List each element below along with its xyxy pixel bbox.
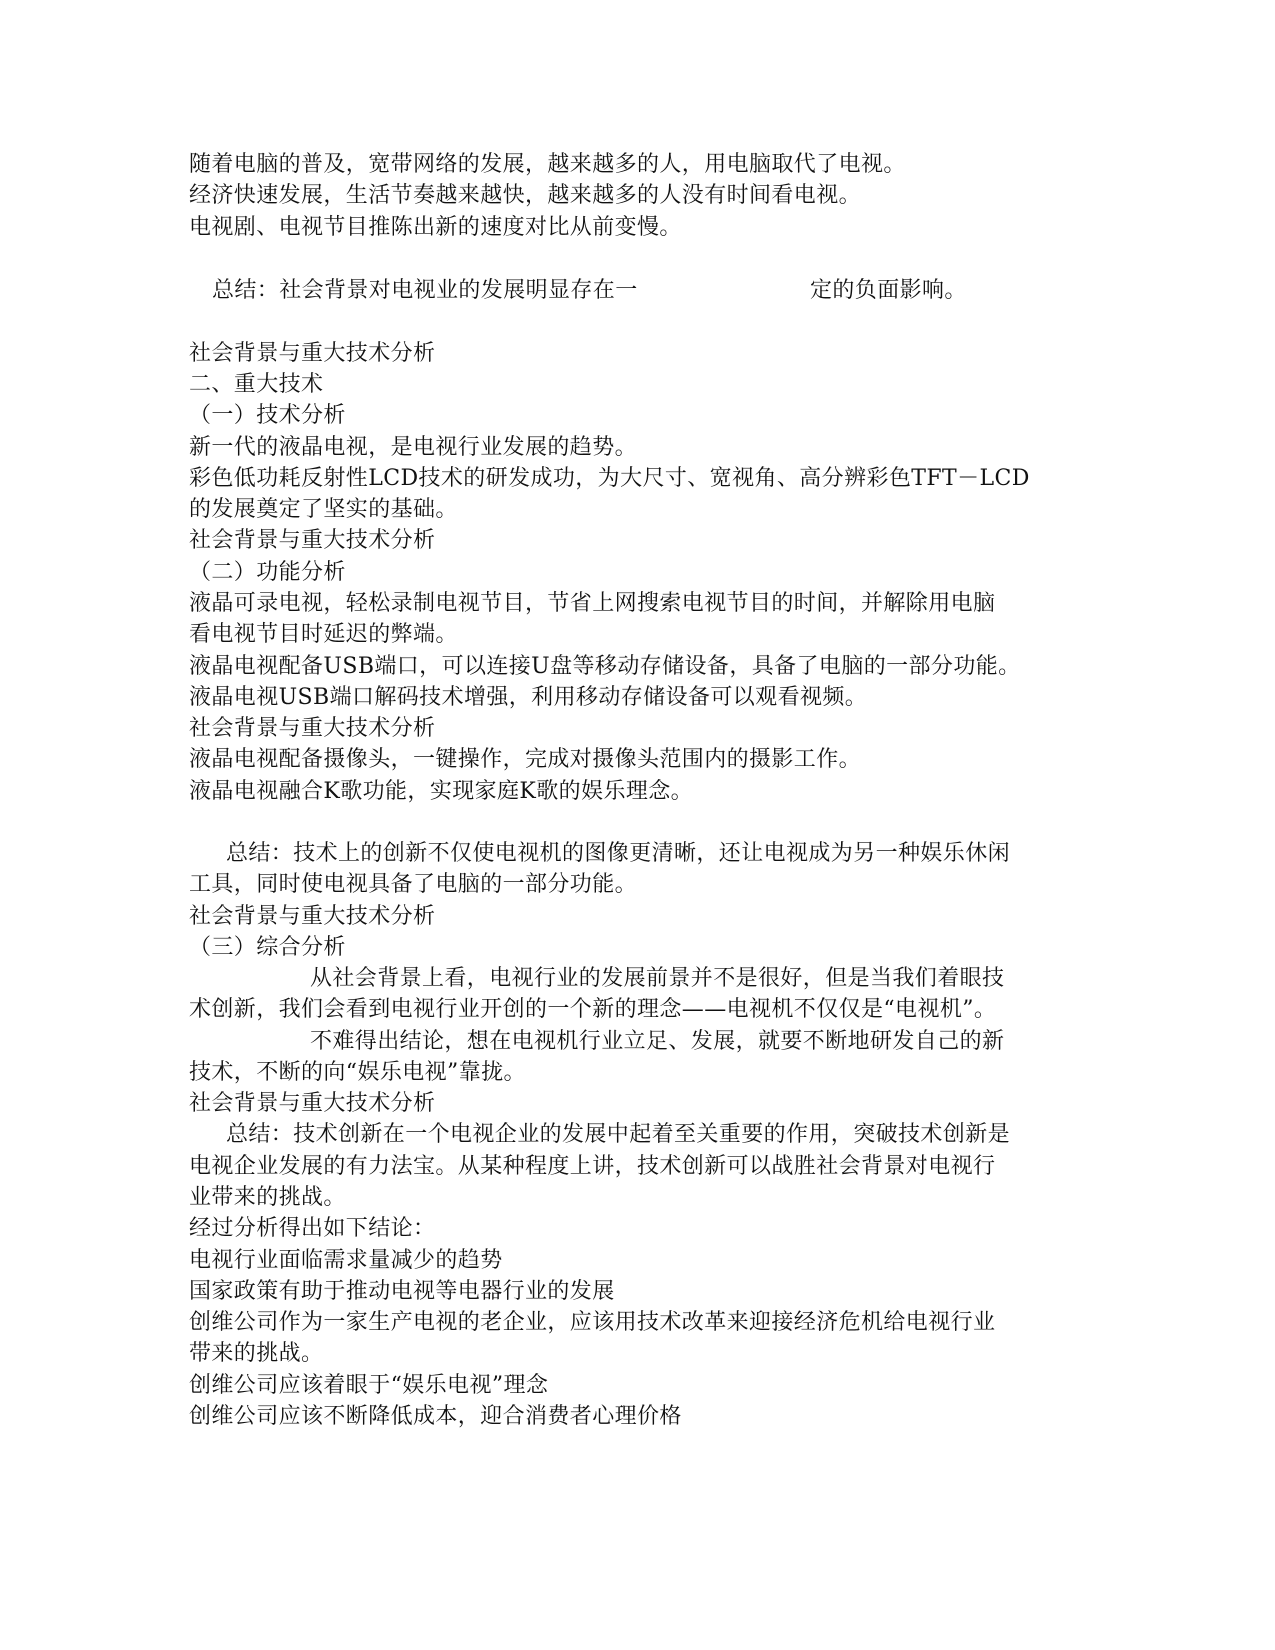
section-heading: 社会背景与重大技术分析 [189,716,436,741]
text-line: 术创新，我们会看到电视行业开创的一个新的理念——电视机不仅仅是“电视机”。 [189,997,997,1022]
conclusion-item: 创维公司应该不断降低成本，迎合消费者心理价格 [189,1404,682,1429]
section-heading: 社会背景与重大技术分析 [189,341,436,366]
subsection-heading: （三）综合分析 [189,935,346,960]
text-line: 不难得出结论，想在电视机行业立足、发展，就要不断地研发自己的新 [310,1029,1005,1054]
text-line: 电视剧、电视节目推陈出新的速度对比从前变慢。 [189,215,682,240]
text-line: 液晶电视USB端口解码技术增强，利用移动存储设备可以观看视频。 [189,685,868,710]
conclusion-item: 创维公司应该着眼于“娱乐电视”理念 [189,1373,549,1398]
text-line: 技术，不断的向“娱乐电视”靠拢。 [189,1060,526,1085]
text-line: 新一代的液晶电视，是电视行业发展的趋势。 [189,435,638,460]
section-heading: 社会背景与重大技术分析 [189,904,436,929]
conclusion-item: 电视行业面临需求量减少的趋势 [189,1248,503,1273]
text-line: 随着电脑的普及，宽带网络的发展，越来越多的人，用电脑取代了电视。 [189,152,906,177]
text-line: 从社会背景上看，电视行业的发展前景并不是很好，但是当我们着眼技 [310,966,1005,991]
text-line: 电视企业发展的有力法宝。从某种程度上讲，技术创新可以战胜社会背景对电视行 [189,1154,996,1179]
conclusion-item: 国家政策有助于推动电视等电器行业的发展 [189,1279,615,1304]
conclusion-item: 创维公司作为一家生产电视的老企业，应该用技术改革来迎接经济危机给电视行业 [189,1310,996,1335]
subsection-heading: （一）技术分析 [189,403,346,428]
summary-line: 总结：技术创新在一个电视企业的发展中起着至关重要的作用，突破技术创新是 [226,1122,1011,1147]
text-line: 液晶电视配备USB端口，可以连接U盘等移动存储设备，具备了电脑的一部分功能。 [189,654,1021,679]
text-line: 业带来的挑战。 [189,1185,346,1210]
text-line: 工具，同时使电视具备了电脑的一部分功能。 [189,872,638,897]
text-line: 经过分析得出如下结论： [189,1216,436,1241]
text-line: 带来的挑战。 [189,1341,324,1366]
summary-line: 总结：技术上的创新不仅使电视机的图像更清晰，还让电视成为另一种娱乐休闲 [226,841,1011,866]
subsection-heading: （二）功能分析 [189,560,346,585]
text-line: 经济快速发展，生活节奏越来越快，越来越多的人没有时间看电视。 [189,183,862,208]
text-line: 液晶电视融合K歌功能，实现家庭K歌的娱乐理念。 [189,779,694,804]
section-heading: 社会背景与重大技术分析 [189,528,436,553]
text-line: 的发展奠定了坚实的基础。 [189,497,458,522]
text-line: 看电视节目时延迟的弊端。 [189,622,458,647]
section-heading: 二、重大技术 [189,372,324,397]
summary-line-part1: 总结：社会背景对电视业的发展明显存在一 [212,278,638,303]
text-line: 液晶可录电视，轻松录制电视节目，节省上网搜索电视节目的时间，并解除用电脑 [189,591,996,616]
text-line: 液晶电视配备摄像头，一键操作，完成对摄像头范围内的摄影工作。 [189,747,862,772]
text-line: 彩色低功耗反射性LCD技术的研发成功，为大尺寸、宽视角、高分辨彩色TFT－LCD [189,466,1030,491]
section-heading: 社会背景与重大技术分析 [189,1091,436,1116]
summary-line-part2: 定的负面影响。 [810,278,967,303]
